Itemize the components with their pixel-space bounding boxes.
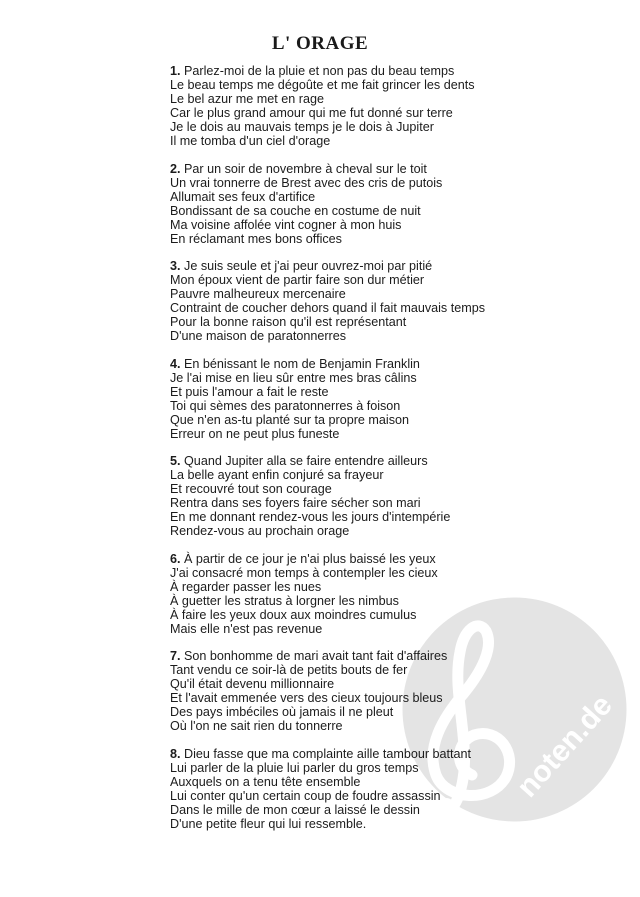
lyric-line: Mon époux vient de partir faire son dur métier	[170, 273, 425, 287]
lyric-line: Pour la bonne raison qu'il est représentant	[170, 315, 407, 329]
lyric-line	[170, 259, 570, 273]
verse-3	[170, 259, 570, 343]
lyric-line: Ma voisine affolée vint cogner à mon huis	[170, 217, 402, 232]
lyric-line: Car le plus grand amour qui me fut donné sur terre	[170, 106, 453, 120]
verse-4	[170, 357, 570, 441]
verse-1	[170, 64, 570, 148]
lyric-line: Pauvre malheureux mercenaire	[170, 287, 346, 301]
verse-2	[170, 162, 570, 246]
lyric-line	[170, 162, 570, 176]
song-title: L' ORAGE	[271, 33, 369, 54]
lyric-line: Que n'en as-tu planté sur ta propre maison	[170, 412, 410, 427]
lyric-line	[170, 357, 570, 371]
lyric-line: J'ai consacré mon temps à contempler les cieux	[170, 565, 438, 580]
lyric-line: Où l'on ne sait rien du tonnerre	[170, 719, 343, 733]
verse-number: 7.	[170, 649, 181, 663]
lyric-line: Le bel azur me met en rage	[170, 92, 325, 106]
lyric-line: Tant vendu ce soir-là de petits bouts de fer	[170, 663, 408, 677]
verse-6	[170, 552, 570, 636]
lyric-line	[170, 649, 570, 663]
lyric-line	[170, 64, 570, 78]
verse-number: 3.	[170, 259, 181, 273]
lyric-line: Le beau temps me dégoûte et me fait grincer les dents	[170, 78, 475, 92]
lyric-line: Contraint de coucher dehors quand il fait mauvais temps	[170, 301, 486, 315]
lyrics-body	[170, 64, 570, 844]
lyric-line: Un vrai tonnerre de Brest avec des cris de putois	[170, 175, 443, 190]
lyric-line: À regarder passer les nues	[170, 579, 322, 594]
lyric-line-text: Dieu fasse que ma complainte aille tambour battant	[184, 746, 472, 761]
verse-7	[170, 649, 570, 733]
lyric-line: Lui parler de la pluie lui parler du gros temps	[170, 760, 419, 775]
lyric-line-text: Parlez-moi de la pluie et non pas du beau temps	[184, 64, 455, 78]
lyric-line-text: En bénissant le nom de Benjamin Franklin	[184, 356, 420, 371]
lyric-line: Dans le mille de mon cœur a laissé le dessin	[170, 802, 420, 817]
lyric-line: En me donnant rendez-vous les jours d'intempérie	[170, 510, 451, 524]
lyric-line-text: Je suis seule et j'ai peur ouvrez-moi par pitié	[184, 259, 433, 273]
verse-number: 8.	[170, 746, 181, 761]
lyric-line	[170, 454, 570, 468]
lyric-line: À faire les yeux doux aux moindres cumulus	[170, 607, 417, 622]
verse-number: 1.	[170, 64, 181, 78]
lyric-line-text: Quand Jupiter alla se faire entendre ailleurs	[184, 454, 428, 468]
watermark-text: noten.de	[510, 688, 619, 804]
lyric-line: À guetter les stratus à lorgner les nimbus	[170, 593, 399, 608]
verse-8	[170, 747, 570, 831]
lyric-line: Mais elle n'est pas revenue	[170, 621, 323, 636]
verse-number: 5.	[170, 454, 181, 468]
verse-5	[170, 454, 570, 538]
lyric-line	[170, 747, 570, 761]
lyric-line: Erreur on ne peut plus funeste	[170, 426, 340, 441]
lyric-line: D'une petite fleur qui lui ressemble.	[170, 816, 367, 831]
lyric-line: Des pays imbéciles où jamais il ne pleut	[170, 705, 394, 719]
lyric-line: Toi qui sèmes des paratonnerres à foison	[170, 398, 401, 413]
lyric-line: D'une maison de paratonnerres	[170, 329, 347, 343]
lyric-line: Rentra dans ses foyers faire sécher son mari	[170, 496, 421, 510]
lyric-line: En réclamant mes bons offices	[170, 231, 342, 246]
lyric-line: Et puis l'amour a fait le reste	[170, 384, 329, 399]
lyric-line: Je l'ai mise en lieu sûr entre mes bras câlins	[170, 370, 417, 385]
lyric-line: Allumait ses feux d'artifice	[170, 189, 316, 204]
lyric-line: Rendez-vous au prochain orage	[170, 524, 350, 538]
lyric-line: Auxquels on a tenu tête ensemble	[170, 774, 361, 789]
lyric-line	[170, 552, 570, 566]
verse-number: 4.	[170, 356, 181, 371]
lyric-line: Et recouvré tout son courage	[170, 482, 332, 496]
lyric-line-text: Son bonhomme de mari avait tant fait d'affaires	[184, 649, 448, 663]
verse-number: 6.	[170, 551, 181, 566]
lyric-line-text: Par un soir de novembre à cheval sur le toit	[184, 161, 427, 176]
lyric-line: Lui conter qu'un certain coup de foudre assassin	[170, 788, 441, 803]
lyric-line: La belle ayant enfin conjuré sa frayeur	[170, 468, 384, 482]
lyric-line-text: À partir de ce jour je n'ai plus baissé les yeux	[184, 551, 436, 566]
verse-number: 2.	[170, 161, 181, 176]
lyric-line: Qu'il était devenu millionnaire	[170, 677, 335, 691]
lyric-line: Et l'avait emmenée vers des cieux toujours bleus	[170, 691, 443, 705]
lyric-line: Bondissant de sa couche en costume de nuit	[170, 203, 421, 218]
lyric-line: Je le dois au mauvais temps je le dois à Jupiter	[170, 120, 434, 134]
lyric-line: Il me tomba d'un ciel d'orage	[170, 134, 331, 148]
